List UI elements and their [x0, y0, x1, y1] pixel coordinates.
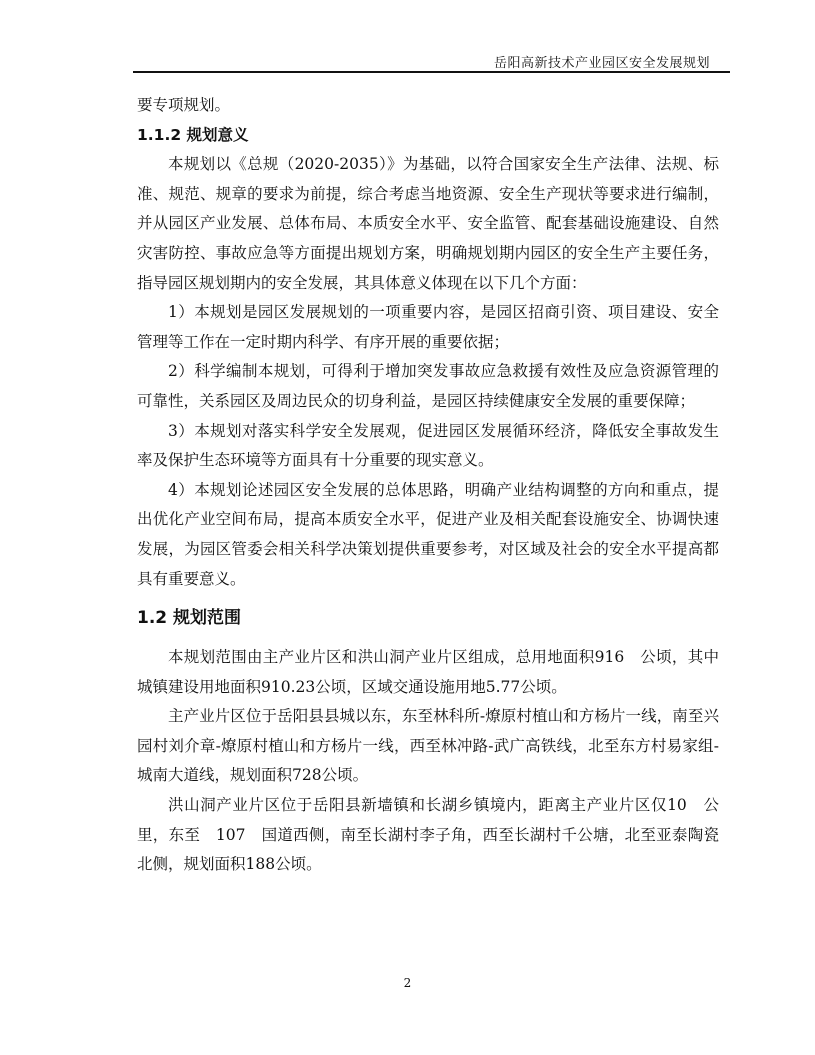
- scope-paragraph-2: 主产业片区位于岳阳县县城以东，东至林科所-燎原村植山和方杨片一线，南至兴园村刘介章-燎原村植山和方杨片一线，西至林冲路-武广高铁线，北至东方村易家组-城南大道线，规划面积728公顷。: [137, 707, 719, 785]
- header-divider: [133, 71, 730, 73]
- section-heading-1-1-2: 1.1.2 规划意义: [137, 125, 249, 144]
- significance-item-4: 4）本规划论述园区安全发展的总体思路，明确产业结构调整的方向和重点，提出优化产业空间布局，提高本质安全水平，促进产业及相关配套设施安全、协调快速发展，为园区管委会相关科学决策划提供重要参考，对区域及社会的安全水平提高都具有重要意义。: [137, 480, 719, 588]
- page-number: 2: [403, 976, 412, 990]
- continuation-paragraph: 要专项规划。: [137, 96, 231, 114]
- page-body: [137, 91, 719, 880]
- significance-item-2: 2）科学编制本规划，可得利于增加突发事故应急救援有效性及应急资源管理的可靠性，关系园区及周边民众的切身利益，是园区持续健康安全发展的重要保障；: [137, 362, 719, 410]
- running-header-title: 岳阳高新技术产业园区安全发展规划: [493, 56, 710, 71]
- significance-intro-paragraph: 本规划以《总规（2020-2035）》为基础，以符合国家安全生产法律、法规、标准、规范、规章的要求为前提，综合考虑当地资源、安全生产现状等要求进行编制，并从园区产业发展、总体布局、本质安全水平、安全监管、配套基础设施建设、自然灾害防控、事故应急等方面提出规划方案，明确规划期内园区的安全生产主要任务，指导园区规划期内的安全发展，其具体意义体现在以下几个方面：: [137, 155, 719, 292]
- scope-paragraph-3: 洪山洞产业片区位于岳阳县新墙镇和长湖乡镇境内，距离主产业片区仅10 公里，东至 107 国道西侧，南至长湖村李子角，西至长湖村千公塘，北至亚泰陶瓷北侧，规划面积188公顷。: [137, 796, 719, 874]
- significance-item-1: 1）本规划是园区发展规划的一项重要内容，是园区招商引资、项目建设、安全管理等工作在一定时期内科学、有序开展的重要依据；: [137, 303, 719, 351]
- section-heading-1-2: 1.2 规划范围: [137, 608, 242, 629]
- scope-paragraph-1: 本规划范围由主产业片区和洪山洞产业片区组成，总用地面积916 公顷，其中城镇建设用地面积910.23公顷，区域交通设施用地5.77公顷。: [137, 648, 719, 696]
- significance-item-3: 3）本规划对落实科学安全发展观，促进园区发展循环经济，降低安全事故发生率及保护生态环境等方面具有十分重要的现实意义。: [137, 421, 719, 470]
